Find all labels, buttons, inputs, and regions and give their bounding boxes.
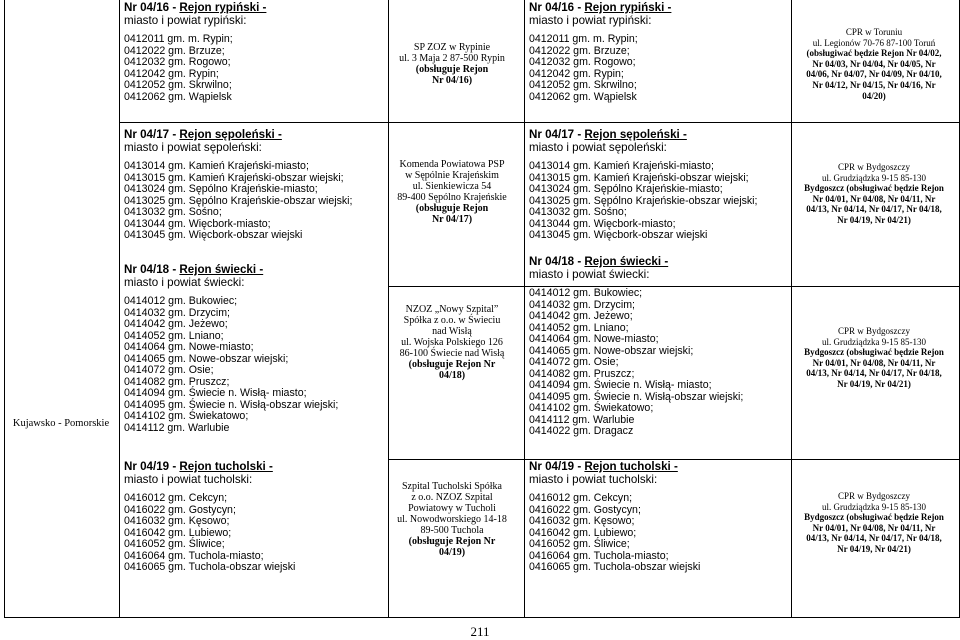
text-line: ul. Sienkiewicza 54 xyxy=(412,181,492,192)
region-label: Kujawsko - Pomorskie xyxy=(12,418,110,429)
text-line: 0414012 gm. Bukowiec; xyxy=(124,295,238,307)
text-line: 0414065 gm. Nowe-obszar wiejski; xyxy=(124,352,289,365)
unit-served-districts xyxy=(389,64,515,86)
text-line: 0413024 gm. Sępólno Krajeńskie-miasto; xyxy=(529,183,723,195)
text-line: Spółka z o.o. w Świeciu xyxy=(403,315,501,326)
text-line: ul. Grudziądzka 9-15 85-130 xyxy=(822,336,926,347)
text-line: 04/20) xyxy=(862,90,886,101)
text-line: 04/13, Nr 04/14, Nr 04/17, Nr 04/18, xyxy=(806,533,942,544)
cpr-served-districts xyxy=(793,347,955,389)
text-line: 0416065 gm. Tuchola-obszar wiejski xyxy=(124,561,296,573)
unit-served-districts xyxy=(389,536,515,558)
text-line: Nr 04/01, Nr 04/08, Nr 04/11, Nr xyxy=(812,357,936,368)
district-name: Rejon sępoleński - xyxy=(584,129,687,141)
text-line: 0413032 gm. Sośno; xyxy=(124,206,222,218)
text-line: 0414065 gm. Nowe-obszar wiejski; xyxy=(529,344,694,357)
commune-list xyxy=(124,493,384,574)
text-line: 0412042 gm. Rypin; xyxy=(529,67,624,80)
text-line: 0413032 gm. Sośno; xyxy=(529,206,627,218)
unit-lines xyxy=(389,304,515,359)
text-line: 0412042 gm. Rypin; xyxy=(124,67,219,80)
cpr-served-districts xyxy=(793,48,955,101)
page-number: 211 xyxy=(470,624,490,639)
cpr-address xyxy=(793,27,955,101)
cpr-address xyxy=(793,162,955,226)
text-line: ul. Legionów 70-76 87-100 Toruń xyxy=(812,37,936,48)
text-line: 0413044 gm. Więcbork-miasto; xyxy=(529,217,676,230)
text-line: 0412032 gm. Rogowo; xyxy=(529,56,636,68)
text-line: 04/19) xyxy=(438,547,466,558)
unit-address xyxy=(389,481,515,558)
district-code: Nr 04/18 - xyxy=(529,256,585,268)
text-line: 0416064 gm. Tuchola-miasto; xyxy=(124,549,264,562)
text-line: 0412062 gm. Wąpielsk xyxy=(529,90,637,103)
text-line: 0413025 gm. Sępólno Krajeńskie-obszar wiejski; xyxy=(529,194,758,207)
unit-lines xyxy=(389,42,515,64)
text-line: Nr 04/19, Nr 04/21) xyxy=(837,378,911,389)
district-name: Rejon świecki - xyxy=(179,264,264,276)
text-line: Nr 04/19, Nr 04/21) xyxy=(837,214,911,225)
district-name: Rejon sępoleński - xyxy=(179,129,282,141)
row-divider xyxy=(388,459,959,460)
district-subtitle: miasto i powiat rypiński: xyxy=(124,13,247,27)
district-subtitle: miasto i powiat sępoleński: xyxy=(124,140,262,154)
unit-address xyxy=(389,159,515,225)
text-line: 0414072 gm. Osie; xyxy=(529,356,619,368)
text-line: ul. Wojska Polskiego 126 xyxy=(401,337,503,348)
text-line: 0416022 gm. Gostycyn; xyxy=(124,503,236,516)
district-subtitle: miasto i powiat rypiński: xyxy=(529,13,652,27)
text-line: 0414032 gm. Drzycim; xyxy=(124,306,230,319)
unit-address xyxy=(389,42,515,86)
text-line: 0414012 gm. Bukowiec; xyxy=(529,287,643,299)
text-line: Nr 04/01, Nr 04/08, Nr 04/11, Nr xyxy=(812,522,936,533)
cpr-served-districts xyxy=(793,512,955,554)
text-line: 0412022 gm. Brzuze; xyxy=(124,44,225,57)
district-code: Nr 04/16 - xyxy=(124,2,180,14)
cpr-lines xyxy=(793,491,955,512)
text-line: 0416012 gm. Cekcyn; xyxy=(529,492,633,504)
district-subtitle: miasto i powiat sępoleński: xyxy=(529,140,667,154)
text-line: 0412032 gm. Rogowo; xyxy=(124,56,231,68)
text-line: CPR w Bydgoszczy xyxy=(838,491,910,501)
text-line: 0414095 gm. Świecie n. Wisłą-obszar wiejski; xyxy=(124,398,339,411)
district-name: Rejon rypiński - xyxy=(584,2,672,14)
district-code: Nr 04/18 - xyxy=(124,264,180,276)
district-subtitle: miasto i powiat tucholski: xyxy=(529,472,658,486)
text-line: ul. Grudziądzka 9-15 85-130 xyxy=(822,501,926,512)
text-line: 0413015 gm. Kamień Krajeński-obszar wiejski; xyxy=(529,171,749,184)
cpr-lines xyxy=(793,162,955,183)
text-line: 0412062 gm. Wąpielsk xyxy=(124,90,232,103)
district-block xyxy=(529,256,787,438)
text-line: 0414052 gm. Lniano; xyxy=(124,329,224,342)
text-line: 0414082 gm. Pruszcz; xyxy=(124,375,230,388)
text-line: 0413044 gm. Więcbork-miasto; xyxy=(124,217,271,230)
text-line: ul. Grudziądzka 9-15 85-130 xyxy=(822,172,926,183)
text-line: Szpital Tucholski Spółka xyxy=(401,481,502,492)
unit-served-districts xyxy=(389,203,515,225)
column-divider xyxy=(524,0,525,617)
text-line: 0414052 gm. Lniano; xyxy=(529,321,629,334)
district-name: Rejon rypiński - xyxy=(179,2,267,14)
text-line: 0412022 gm. Brzuze; xyxy=(529,44,630,57)
text-line: (obsługuje Rejon Nr xyxy=(408,359,496,370)
cpr-served-districts xyxy=(793,183,955,225)
column-divider xyxy=(119,0,120,617)
district-block xyxy=(124,129,384,242)
text-line: 0416052 gm. Śliwice; xyxy=(529,538,630,550)
text-line: Nr 04/01, Nr 04/08, Nr 04/11, Nr xyxy=(812,193,936,204)
text-line: 0414072 gm. Osie; xyxy=(124,364,214,376)
district-code: Nr 04/19 - xyxy=(529,461,585,473)
text-line: 0413045 gm. Więcbork-obszar wiejski xyxy=(124,229,303,241)
district-name: Rejon tucholski - xyxy=(179,461,273,473)
text-line: 89-500 Tuchola xyxy=(420,525,484,536)
text-line: z o.o. NZOZ Szpital xyxy=(411,492,493,503)
text-line: 0416022 gm. Gostycyn; xyxy=(529,503,641,516)
text-line: 0413024 gm. Sępólno Krajeńskie-miasto; xyxy=(124,183,318,195)
text-line: 0416012 gm. Cekcyn; xyxy=(124,492,228,504)
unit-lines xyxy=(389,481,515,536)
text-line: Nr 04/17) xyxy=(431,214,473,225)
district-name: Rejon tucholski - xyxy=(584,461,678,473)
cpr-address xyxy=(793,326,955,390)
text-line: 0416042 gm. Lubiewo; xyxy=(124,526,232,539)
district-block xyxy=(529,129,787,242)
text-line: CPR w Toruniu xyxy=(845,27,903,37)
text-line: 04/18) xyxy=(438,370,466,381)
district-subtitle: miasto i powiat tucholski: xyxy=(124,472,253,486)
text-line: Nr 04/16) xyxy=(431,75,473,86)
column-divider xyxy=(791,0,792,617)
unit-served-districts xyxy=(389,359,515,381)
text-line: Bydgoszcz (obsługiwać będzie Rejon xyxy=(804,512,944,523)
text-line: 0412011 gm. m. Rypin; xyxy=(529,33,638,45)
text-line: CPR w Bydgoszczy xyxy=(838,326,910,336)
text-line: 0414042 gm. Jeżewo; xyxy=(529,310,633,322)
text-line: 0414102 gm. Świekatowo; xyxy=(529,402,654,414)
text-line: 04/13, Nr 04/14, Nr 04/17, Nr 04/18, xyxy=(806,368,942,379)
text-line: (obsługuje Rejon xyxy=(415,203,489,214)
district-name: Rejon świecki - xyxy=(584,256,669,268)
text-line: 0414094 gm. Świecie n. Wisłą- miasto; xyxy=(124,387,307,399)
text-line: (obsługiwać będzie Rejon Nr 04/02, xyxy=(806,48,942,59)
cpr-lines xyxy=(793,27,955,48)
text-line: (obsługuje Rejon Nr xyxy=(408,536,496,547)
district-code: Nr 04/17 - xyxy=(529,129,585,141)
commune-list xyxy=(529,34,787,103)
text-line: Nr 04/03, Nr 04/04, Nr 04/05, Nr xyxy=(812,58,936,69)
commune-list xyxy=(529,493,787,574)
cpr-address xyxy=(793,491,955,555)
text-line: 0413014 gm. Kamień Krajeński-miasto; xyxy=(124,160,309,172)
district-subtitle: miasto i powiat świecki: xyxy=(124,275,245,289)
text-line: w Sępólnie Krajeńskim xyxy=(405,170,499,181)
district-subtitle: miasto i powiat świecki: xyxy=(529,267,650,281)
commune-list xyxy=(529,161,787,242)
text-line: Nr 04/12, Nr 04/15, Nr 04/16, Nr xyxy=(812,79,936,90)
commune-list xyxy=(124,296,384,434)
text-line: Powiatowy w Tucholi xyxy=(408,503,496,514)
text-line: NZOZ „Nowy Szpital” xyxy=(405,304,499,315)
text-line: Bydgoszcz (obsługiwać będzie Rejon xyxy=(804,347,944,358)
text-line: (obsługuje Rejon xyxy=(415,64,489,75)
text-line: Komenda Powiatowa PSP xyxy=(399,159,505,170)
text-line: SP ZOZ w Rypinie xyxy=(413,42,491,53)
text-line: 0414032 gm. Drzycim; xyxy=(529,298,635,311)
district-block xyxy=(529,2,787,103)
text-line: 0414022 gm. Dragacz xyxy=(529,425,634,437)
text-line: nad Wisłą xyxy=(432,326,472,337)
district-block xyxy=(529,461,787,574)
text-line: ul. Nowodworskiego 14-18 xyxy=(397,514,507,525)
district-block xyxy=(124,461,384,574)
text-line: 0414064 gm. Nowe-miasto; xyxy=(124,341,254,353)
district-code: Nr 04/17 - xyxy=(124,129,180,141)
text-line: 86-100 Świecie nad Wisłą xyxy=(399,348,505,359)
text-line: 0412052 gm. Skrwilno; xyxy=(124,79,232,91)
cpr-lines xyxy=(793,326,955,347)
text-line: 0414095 gm. Świecie n. Wisłą-obszar wiejski; xyxy=(529,390,744,403)
text-line: 0416042 gm. Lubiewo; xyxy=(529,526,637,539)
text-line: 0412011 gm. m. Rypin; xyxy=(124,33,233,45)
district-code: Nr 04/16 - xyxy=(529,2,585,14)
unit-address xyxy=(389,304,515,381)
text-line: 0416032 gm. Kęsowo; xyxy=(529,515,635,527)
text-line: Nr 04/19, Nr 04/21) xyxy=(837,543,911,554)
commune-list xyxy=(529,288,787,438)
text-line: 0414112 gm. Warlubie xyxy=(124,421,230,434)
district-block xyxy=(124,2,384,103)
district-block xyxy=(124,264,384,434)
text-line: 04/06, Nr 04/07, Nr 04/09, Nr 04/10, xyxy=(806,69,942,80)
district-code: Nr 04/19 - xyxy=(124,461,180,473)
text-line: 0416064 gm. Tuchola-miasto; xyxy=(529,549,669,562)
text-line: 0412052 gm. Skrwilno; xyxy=(529,79,637,91)
commune-list xyxy=(124,161,384,242)
row-divider xyxy=(119,122,959,123)
text-line: 0416065 gm. Tuchola-obszar wiejski xyxy=(529,561,701,573)
text-line: 0414082 gm. Pruszcz; xyxy=(529,367,635,380)
text-line: 04/13, Nr 04/14, Nr 04/17, Nr 04/18, xyxy=(806,204,942,215)
text-line: 0414042 gm. Jeżewo; xyxy=(124,318,228,330)
text-line: 0416052 gm. Śliwice; xyxy=(124,538,225,550)
text-line: 0414102 gm. Świekatowo; xyxy=(124,410,249,422)
text-line: Bydgoszcz (obsługiwać będzie Rejon xyxy=(804,183,944,194)
text-line: 0414064 gm. Nowe-miasto; xyxy=(529,333,659,345)
unit-lines xyxy=(389,159,515,203)
text-line: 0414112 gm. Warlubie xyxy=(529,413,635,426)
text-line: 0413014 gm. Kamień Krajeński-miasto; xyxy=(529,160,714,172)
text-line: ul. 3 Maja 2 87-500 Rypin xyxy=(399,53,505,64)
commune-list xyxy=(124,34,384,103)
text-line: 89-400 Sępólno Krajeńskie xyxy=(397,192,507,203)
text-line: 0413045 gm. Więcbork-obszar wiejski xyxy=(529,229,708,241)
text-line: CPR w Bydgoszczy xyxy=(838,162,910,172)
text-line: 0413015 gm. Kamień Krajeński-obszar wiejski; xyxy=(124,171,344,184)
text-line: 0414094 gm. Świecie n. Wisłą- miasto; xyxy=(529,379,712,391)
text-line: 0416032 gm. Kęsowo; xyxy=(124,515,230,527)
text-line: 0413025 gm. Sępólno Krajeńskie-obszar wiejski; xyxy=(124,194,353,207)
